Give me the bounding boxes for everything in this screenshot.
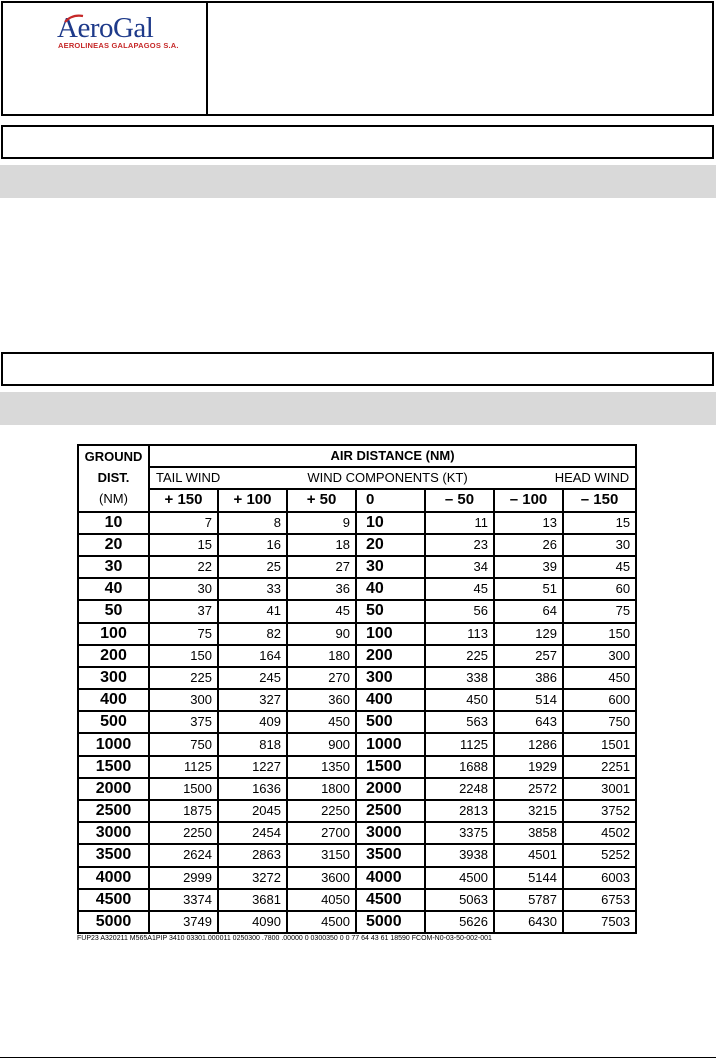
air-distance-cell: 5787 (494, 889, 563, 911)
logo-cell (3, 3, 208, 114)
logo-swoosh-icon (64, 14, 84, 23)
ground-dist-cell: 100 (78, 623, 149, 645)
air-distance-cell: 22 (149, 556, 218, 578)
air-distance-cell: 2999 (149, 867, 218, 889)
zero-wind-cell: 50 (356, 600, 425, 622)
air-distance-cell: 11 (425, 512, 494, 534)
air-distance-cell: 150 (563, 623, 636, 645)
ground-dist-cell: 5000 (78, 911, 149, 933)
ground-dist-cell: 50 (78, 600, 149, 622)
zero-wind-cell: 30 (356, 556, 425, 578)
air-distance-cell: 2813 (425, 800, 494, 822)
air-distance-cell: 5063 (425, 889, 494, 911)
air-distance-cell: 4501 (494, 844, 563, 866)
air-distance-cell: 39 (494, 556, 563, 578)
air-distance-cell: 23 (425, 534, 494, 556)
head-wind-label: HEAD WIND (554, 470, 630, 486)
air-distance-cell: 900 (287, 733, 356, 755)
air-distance-cell: 34 (425, 556, 494, 578)
air-distance-cell: 450 (563, 667, 636, 689)
air-distance-cell: 3600 (287, 867, 356, 889)
ground-dist-cell: 30 (78, 556, 149, 578)
air-distance-table-figure (77, 444, 639, 951)
table-row (78, 756, 636, 778)
ground-dist-cell: 4500 (78, 889, 149, 911)
air-distance-cell: 82 (218, 623, 287, 645)
ground-dist-cell: 2500 (78, 800, 149, 822)
air-distance-cell: 643 (494, 711, 563, 733)
air-distance-cell: 750 (563, 711, 636, 733)
table-row (78, 600, 636, 622)
zero-wind-cell: 2500 (356, 800, 425, 822)
table-row (78, 578, 636, 600)
table-row (78, 733, 636, 755)
document-header (1, 1, 714, 116)
zero-wind-cell: 10 (356, 512, 425, 534)
air-distance-cell: 3752 (563, 800, 636, 822)
zero-wind-cell: 5000 (356, 911, 425, 933)
air-distance-cell: 26 (494, 534, 563, 556)
air-distance-cell: 16 (218, 534, 287, 556)
air-distance-cell: 60 (563, 578, 636, 600)
zero-wind-cell: 3500 (356, 844, 425, 866)
air-distance-cell: 4502 (563, 822, 636, 844)
air-distance-cell: 7503 (563, 911, 636, 933)
air-distance-cell: 1350 (287, 756, 356, 778)
table-row (78, 800, 636, 822)
ground-dist-cell: 1500 (78, 756, 149, 778)
ground-dist-cell: 3000 (78, 822, 149, 844)
air-distance-cell: 818 (218, 733, 287, 755)
table-row (78, 689, 636, 711)
ground-head-line-3: (NM) (99, 491, 128, 506)
air-distance-cell: 4500 (425, 867, 494, 889)
air-distance-cell: 1125 (425, 733, 494, 755)
air-distance-cell: 3374 (149, 889, 218, 911)
air-distance-cell: 2251 (563, 756, 636, 778)
zero-wind-cell: 300 (356, 667, 425, 689)
wind-components-header (149, 467, 636, 489)
air-distance-cell: 1875 (149, 800, 218, 822)
air-distance-cell: 4050 (287, 889, 356, 911)
logo-subtitle: AEROLINEAS GALAPAGOS S.A. (58, 41, 179, 50)
table-row (78, 623, 636, 645)
table-row (78, 889, 636, 911)
zero-wind-cell: 100 (356, 623, 425, 645)
air-distance-cell: 1800 (287, 778, 356, 800)
air-distance-cell: 2250 (287, 800, 356, 822)
air-distance-cell: 9 (287, 512, 356, 534)
air-distance-cell: 90 (287, 623, 356, 645)
ground-dist-cell: 300 (78, 667, 149, 689)
air-distance-cell: 375 (149, 711, 218, 733)
ground-dist-cell: 500 (78, 711, 149, 733)
air-distance-cell: 36 (287, 578, 356, 600)
air-distance-cell: 257 (494, 645, 563, 667)
air-distance-cell: 6430 (494, 911, 563, 933)
air-distance-cell: 300 (563, 645, 636, 667)
air-distance-cell: 3749 (149, 911, 218, 933)
air-distance-cell: 3858 (494, 822, 563, 844)
air-distance-cell: 5252 (563, 844, 636, 866)
air-distance-cell: 2863 (218, 844, 287, 866)
air-distance-cell: 3938 (425, 844, 494, 866)
air-distance-cell: 180 (287, 645, 356, 667)
wind-col-header: – 100 (494, 489, 563, 511)
air-distance-cell: 18 (287, 534, 356, 556)
wind-values-row (78, 489, 636, 511)
zero-wind-cell: 40 (356, 578, 425, 600)
air-distance-cell: 6003 (563, 867, 636, 889)
air-distance-cell: 3001 (563, 778, 636, 800)
air-distance-cell: 129 (494, 623, 563, 645)
air-distance-cell: 5144 (494, 867, 563, 889)
air-distance-cell: 1227 (218, 756, 287, 778)
ground-dist-cell: 10 (78, 512, 149, 534)
title-box-2 (1, 352, 714, 386)
air-distance-cell: 75 (563, 600, 636, 622)
section-bar-1 (0, 165, 716, 198)
air-distance-cell: 4500 (287, 911, 356, 933)
air-distance-cell: 1125 (149, 756, 218, 778)
air-distance-cell: 409 (218, 711, 287, 733)
air-distance-cell: 1688 (425, 756, 494, 778)
air-distance-cell: 225 (149, 667, 218, 689)
air-distance-cell: 113 (425, 623, 494, 645)
air-distance-cell: 338 (425, 667, 494, 689)
air-distance-cell: 2454 (218, 822, 287, 844)
air-distance-cell: 30 (149, 578, 218, 600)
table-row (78, 867, 636, 889)
air-distance-cell: 2045 (218, 800, 287, 822)
air-distance-cell: 386 (494, 667, 563, 689)
air-distance-cell: 450 (425, 689, 494, 711)
air-distance-cell: 6753 (563, 889, 636, 911)
air-distance-cell: 327 (218, 689, 287, 711)
air-distance-cell: 33 (218, 578, 287, 600)
air-distance-cell: 27 (287, 556, 356, 578)
section-bar-2 (0, 392, 716, 425)
air-distance-cell: 1500 (149, 778, 218, 800)
zero-wind-cell: 500 (356, 711, 425, 733)
logo-name-text: AeroGal (57, 12, 154, 44)
ground-dist-cell: 4000 (78, 867, 149, 889)
ground-dist-cell: 200 (78, 645, 149, 667)
air-distance-cell: 3272 (218, 867, 287, 889)
footer-rule (0, 1057, 716, 1058)
table-row (78, 822, 636, 844)
ground-head-line-2: DIST. (97, 470, 130, 485)
air-distance-cell: 450 (287, 711, 356, 733)
wind-col-header: – 50 (425, 489, 494, 511)
wind-col-header: + 100 (218, 489, 287, 511)
air-distance-cell: 13 (494, 512, 563, 534)
air-distance-cell: 64 (494, 600, 563, 622)
air-distance-cell: 2624 (149, 844, 218, 866)
air-distance-cell: 563 (425, 711, 494, 733)
air-distance-cell: 15 (563, 512, 636, 534)
table-row (78, 711, 636, 733)
table-row (78, 645, 636, 667)
ground-dist-header (78, 445, 149, 512)
zero-wind-cell: 3000 (356, 822, 425, 844)
table-row (78, 911, 636, 933)
air-distance-table (77, 444, 637, 934)
wind-col-header: + 50 (287, 489, 356, 511)
zero-wind-cell: 400 (356, 689, 425, 711)
zero-wind-cell: 4500 (356, 889, 425, 911)
table-row (78, 778, 636, 800)
ground-dist-cell: 2000 (78, 778, 149, 800)
air-distance-cell: 3681 (218, 889, 287, 911)
air-distance-cell: 1286 (494, 733, 563, 755)
air-distance-cell: 45 (563, 556, 636, 578)
air-distance-cell: 25 (218, 556, 287, 578)
air-distance-cell: 51 (494, 578, 563, 600)
air-distance-cell: 56 (425, 600, 494, 622)
ground-head-line-1: GROUND (84, 449, 143, 464)
air-distance-cell: 360 (287, 689, 356, 711)
ground-dist-cell: 400 (78, 689, 149, 711)
ground-dist-cell: 40 (78, 578, 149, 600)
air-distance-cell: 4090 (218, 911, 287, 933)
header-row-1 (78, 445, 636, 467)
air-distance-cell: 45 (425, 578, 494, 600)
air-distance-cell: 1501 (563, 733, 636, 755)
ground-dist-cell: 1000 (78, 733, 149, 755)
zero-wind-cell: 4000 (356, 867, 425, 889)
wind-col-header: – 150 (563, 489, 636, 511)
air-distance-cell: 1636 (218, 778, 287, 800)
air-distance-cell: 2700 (287, 822, 356, 844)
air-distance-cell: 1929 (494, 756, 563, 778)
air-distance-cell: 600 (563, 689, 636, 711)
air-distance-cell: 300 (149, 689, 218, 711)
air-distance-header: AIR DISTANCE (NM) (149, 445, 636, 467)
wind-col-header: + 150 (149, 489, 218, 511)
air-distance-cell: 30 (563, 534, 636, 556)
figure-footnote: FUP23 A320211 M565A1PIP 3410 03301.000011 0250300 .7800 .00000 0 0300350 0 0 77 64 43 61 18590 FCOM-N0-03-50-002-001 (77, 935, 492, 943)
air-distance-cell: 164 (218, 645, 287, 667)
air-distance-cell: 245 (218, 667, 287, 689)
air-distance-cell: 514 (494, 689, 563, 711)
zero-wind-cell: 2000 (356, 778, 425, 800)
air-distance-cell: 8 (218, 512, 287, 534)
air-distance-cell: 7 (149, 512, 218, 534)
air-distance-cell: 15 (149, 534, 218, 556)
ground-dist-cell: 20 (78, 534, 149, 556)
table-row (78, 844, 636, 866)
air-distance-cell: 3150 (287, 844, 356, 866)
ground-dist-cell: 3500 (78, 844, 149, 866)
zero-wind-cell: 1500 (356, 756, 425, 778)
wind-col-header: 0 (356, 489, 425, 511)
air-distance-cell: 3215 (494, 800, 563, 822)
air-distance-cell: 75 (149, 623, 218, 645)
air-distance-cell: 2248 (425, 778, 494, 800)
table-row (78, 667, 636, 689)
air-distance-cell: 2572 (494, 778, 563, 800)
air-distance-cell: 3375 (425, 822, 494, 844)
air-distance-cell: 45 (287, 600, 356, 622)
zero-wind-cell: 20 (356, 534, 425, 556)
wind-components-label: WIND COMPONENTS (KT) (307, 470, 468, 486)
table-row (78, 556, 636, 578)
air-distance-cell: 37 (149, 600, 218, 622)
table-row (78, 512, 636, 534)
table-row (78, 534, 636, 556)
tail-wind-label: TAIL WIND (156, 470, 221, 486)
air-distance-cell: 5626 (425, 911, 494, 933)
air-distance-cell: 2250 (149, 822, 218, 844)
zero-wind-cell: 200 (356, 645, 425, 667)
title-box-1 (1, 125, 714, 159)
header-row-2 (78, 467, 636, 489)
air-distance-cell: 750 (149, 733, 218, 755)
zero-wind-cell: 1000 (356, 733, 425, 755)
air-distance-cell: 225 (425, 645, 494, 667)
air-distance-cell: 270 (287, 667, 356, 689)
air-distance-cell: 150 (149, 645, 218, 667)
air-distance-cell: 41 (218, 600, 287, 622)
